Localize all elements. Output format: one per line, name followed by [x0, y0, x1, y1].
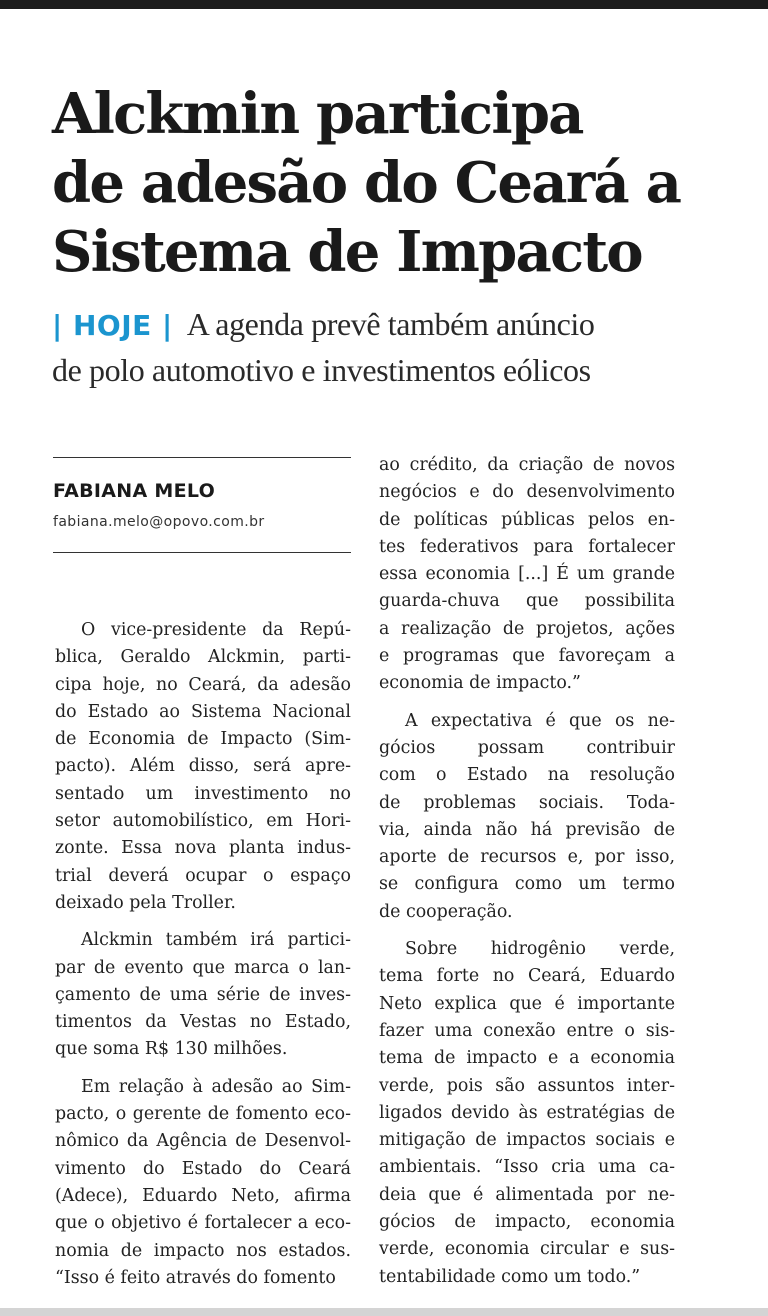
paragraph-line: de cooperação.	[379, 901, 513, 922]
paragraph-line: vimento do Estado do Ceará	[55, 1158, 351, 1179]
paragraph-line: timentos da Vestas no Estado,	[55, 1012, 351, 1033]
paragraph-line: par de evento que marca o lan-	[55, 957, 351, 978]
paragraph-line: Alckmin também irá partici-	[81, 930, 351, 951]
paragraph-line: de políticas públicas pelos en-	[379, 509, 675, 530]
subheadline-text: A agenda prevê também anúncio	[186, 306, 595, 342]
paragraph-line: com o Estado na resolução	[379, 765, 675, 786]
paragraph-line: deia que é alimentada por ne-	[379, 1184, 675, 1205]
headline-line: de adesão do Ceará a	[52, 150, 681, 216]
paragraph-line: essa economia [...] É um grande	[379, 564, 675, 585]
paragraph-line: mitigação de impactos sociais e	[379, 1130, 675, 1151]
paragraph-line: tema de impacto e a economia	[379, 1048, 675, 1069]
paragraph-gap	[379, 698, 675, 708]
paragraph-line: tentabilidade como um todo.”	[379, 1266, 641, 1287]
paragraph-line: deixado pela Troller.	[55, 892, 236, 913]
paragraph-line: e programas que favoreçam a	[379, 646, 675, 667]
bottom-rule	[0, 1308, 768, 1316]
headline-line: Alckmin participa	[52, 81, 583, 147]
paragraph-line: verde, economia circular e sus-	[379, 1239, 675, 1260]
paragraph-line: A expectativa é que os ne-	[405, 710, 675, 731]
headline-line: Sistema de Impacto	[52, 219, 642, 285]
paragraph-gap	[55, 1064, 351, 1074]
paragraph-line: ao crédito, da criação de novos	[379, 455, 675, 475]
paragraph-gap	[379, 926, 675, 936]
paragraph-line: (Adece), Eduardo Neto, afirma	[55, 1185, 351, 1206]
paragraph-line: “Isso é feito através do fomento	[55, 1267, 336, 1288]
article-column-right	[379, 452, 675, 1291]
paragraph-line: Em relação à adesão ao Sim-	[81, 1076, 351, 1097]
paragraph-line: que o objetivo é fortalecer a eco-	[55, 1213, 351, 1234]
paragraph-line: gócios de impacto, economia	[379, 1212, 675, 1233]
top-rule	[0, 0, 768, 9]
paragraph-line: nômico da Agência de Desenvol-	[55, 1131, 351, 1152]
paragraph-line: ligados devido às estratégias de	[379, 1102, 675, 1123]
subheadline-line: de polo automotivo e investimentos eólicos	[52, 352, 591, 388]
paragraph-line: negócios e do desenvolvimento	[379, 482, 675, 503]
paragraph-line: gócios possam contribuir	[379, 737, 675, 758]
paragraph-line: blica, Geraldo Alckmin, parti-	[55, 647, 351, 668]
paragraph-line: nomia de impacto nos estados.	[55, 1240, 351, 1261]
paragraph-line: tes federativos para fortalecer	[379, 536, 675, 557]
paragraph-line: pacto, o gerente de fomento eco-	[55, 1104, 351, 1125]
paragraph-line: zonte. Essa nova planta indus-	[55, 838, 351, 859]
paragraph-line: trial deverá ocupar o espaço	[55, 865, 351, 886]
paragraph-line: que soma R$ 130 milhões.	[55, 1039, 288, 1060]
paragraph-line: via, ainda não há previsão de	[379, 819, 675, 840]
paragraph-line: tema forte no Ceará, Eduardo	[379, 966, 675, 987]
paragraph-gap	[55, 917, 351, 927]
paragraph-line: aporte de recursos e, por isso,	[379, 847, 675, 868]
subheadline-line	[52, 302, 752, 348]
paragraph-line: de problemas sociais. Toda-	[379, 792, 675, 813]
paragraph-line: O vice-presidente da Repú-	[81, 620, 351, 640]
paragraph-line: de Economia de Impacto (Sim-	[55, 729, 351, 750]
subheadline	[52, 302, 752, 393]
article-column-left	[55, 617, 351, 1292]
paragraph-line: Neto explica que é importante	[379, 993, 675, 1014]
paragraph-line: sentado um investimento no	[55, 783, 351, 804]
paragraph-line: setor automobilístico, em Hori-	[55, 811, 351, 832]
headline	[52, 80, 752, 287]
paragraph-line: guarda-chuva que possibilita	[379, 591, 675, 612]
section-tag: | HOJE |	[52, 309, 173, 342]
author-email[interactable]: fabiana.melo@opovo.com.br	[53, 514, 265, 530]
byline	[53, 457, 351, 553]
paragraph-line: do Estado ao Sistema Nacional	[55, 701, 351, 722]
paragraph-line: pacto). Além disso, será apre-	[55, 756, 351, 777]
paragraph-line: a realização de projetos, ações	[379, 618, 675, 639]
paragraph-line: çamento de uma série de inves-	[55, 984, 351, 1005]
paragraph-line: cipa hoje, no Ceará, da adesão	[55, 674, 351, 695]
paragraph-line: ambientais. “Isso cria uma ca-	[379, 1157, 675, 1178]
paragraph-line: verde, pois são assuntos inter-	[379, 1075, 675, 1096]
paragraph-line: economia de impacto.”	[379, 673, 581, 694]
author-name: FABIANA MELO	[53, 480, 216, 502]
paragraph-line: Sobre hidrogênio verde,	[405, 939, 675, 960]
paragraph-line: se configura como um termo	[379, 874, 675, 895]
paragraph-line: fazer uma conexão entre o sis-	[379, 1020, 675, 1041]
